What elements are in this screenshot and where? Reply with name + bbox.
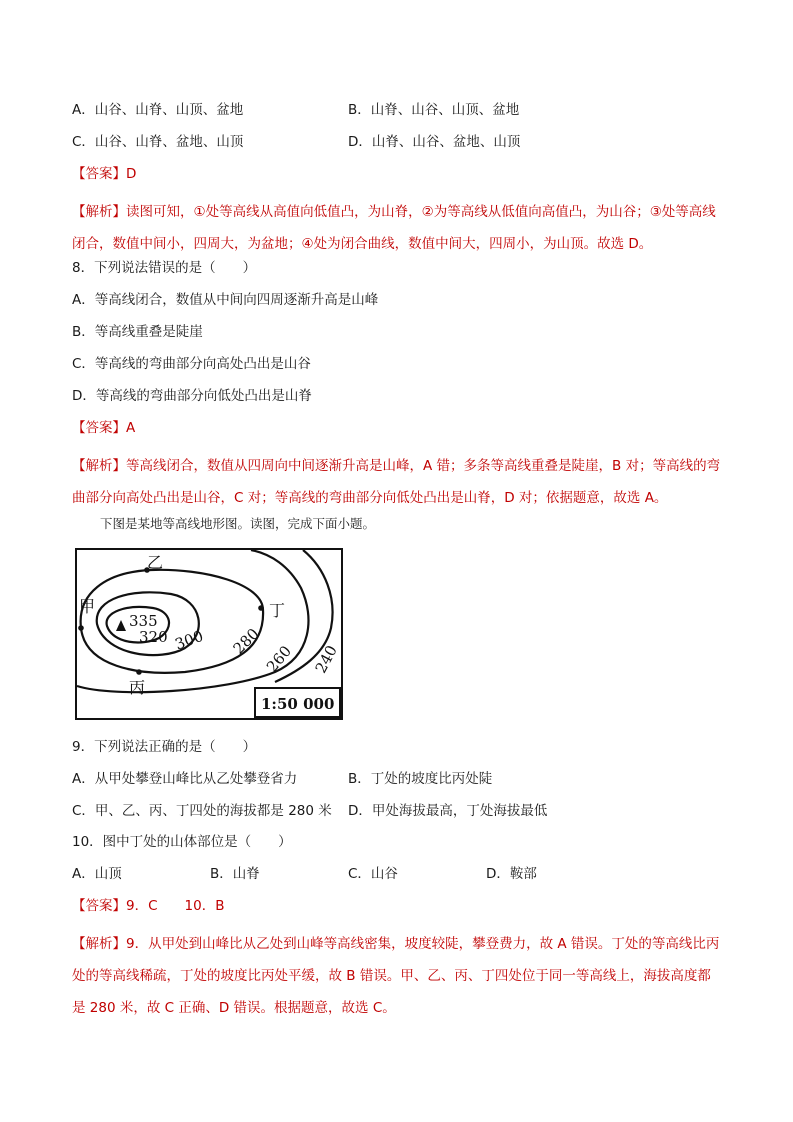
q7-answer (72, 164, 136, 184)
q9-option-c: C．甲、乙、丙、丁四处的海拔都是 280 米 (72, 803, 332, 819)
contour-label-280: 280 (229, 624, 263, 658)
contour-label-240: 240 (311, 642, 341, 677)
contour-label-320: 320 (139, 628, 168, 646)
label-ding: 丁 (269, 601, 286, 620)
answer-value: D (126, 166, 137, 182)
peak-elevation: 335 (129, 612, 158, 630)
contour-label-300: 300 (172, 626, 206, 654)
contour-label-260: 260 (262, 642, 296, 676)
q8-option-c: C．等高线的弯曲部分向高处凸出是山谷 (72, 356, 311, 372)
q9-option-d: D．甲处海拔最高，丁处海拔最低 (348, 803, 548, 819)
q10-option-b: B．山脊 (210, 866, 260, 882)
q8-option-b: B．等高线重叠是陡崖 (72, 324, 203, 340)
q10-option-c: C．山谷 (348, 866, 398, 882)
q10-stem: 10．图中丁处的山体部位是（ ） (72, 834, 292, 850)
map-intro: 下图是某地等高线地形图。读图，完成下面小题。 (100, 516, 376, 531)
contour-map (75, 548, 343, 720)
analysis-text: 等高线闭合，数值从四周向中间逐渐升高是山峰，A 错；多条等高线重叠是陡崖，B 对；等高线的弯曲部分向高处凸出是山谷，C 对；等高线的弯曲部分向低处凸出是山脊，D 对；依据题意，故选 A。 (72, 458, 721, 506)
q8-stem: 8．下列说法错误的是（ ） (72, 260, 257, 276)
answer-tag: 【答案】 (72, 898, 126, 914)
answer-value: 9．C 10．B (126, 898, 225, 914)
q10-option-d: D．鞍部 (486, 866, 537, 882)
q10-analysis (72, 928, 723, 1024)
q9-option-a: A．从甲处攀登山峰比从乙处攀登省力 (72, 771, 298, 787)
point-jia (78, 625, 84, 631)
answer-tag: 【答案】 (72, 420, 126, 436)
analysis-tag: 【解析】 (72, 204, 126, 220)
q9-option-b: B．丁处的坡度比丙处陡 (348, 771, 493, 787)
analysis-tag: 【解析】 (72, 458, 126, 474)
point-bing (136, 669, 142, 675)
q7-option-b: B．山脊、山谷、山顶、盆地 (348, 102, 520, 118)
q9-stem: 9．下列说法正确的是（ ） (72, 739, 257, 755)
q7-option-c: C．山谷、山脊、盆地、山顶 (72, 134, 244, 150)
answer-value: A (126, 420, 136, 436)
q7-option-d: D．山脊、山谷、盆地、山顶 (348, 134, 521, 150)
point-ding (258, 605, 264, 611)
map-scale: 1:50 000 (261, 695, 335, 713)
label-jia: 甲 (79, 597, 96, 616)
analysis-text: 9．从甲处到山峰比从乙处到山峰等高线密集，坡度较陡，攀登费力，故 A 错误。丁处的等高线比丙处的等高线稀疏，丁处的坡度比丙处平缓，故 B 错误。甲、乙、丙、丁四处位于同一等高线上，海拔高度都是 280 米，故 C 正确、D 错误。根据题意，故选 C。 (72, 936, 720, 1016)
q8-option-d: D．等高线的弯曲部分向低处凸出是山脊 (72, 388, 312, 404)
q7-option-a: A．山谷、山脊、山顶、盆地 (72, 102, 244, 118)
answer-tag: 【答案】 (72, 166, 126, 182)
q8-option-a: A．等高线闭合，数值从中间向四周逐渐升高是山峰 (72, 292, 379, 308)
q7-analysis (72, 196, 723, 260)
analysis-text: 读图可知，①处等高线从高值向低值凸，为山脊，②为等高线从低值向高值凸，为山谷；③处等高线闭合，数值中间小，四周大，为盆地；④处为闭合曲线，数值中间大，四周小，为山顶。故选 D。 (72, 204, 716, 252)
label-bing: 丙 (129, 678, 146, 697)
q8-answer (72, 418, 135, 438)
q10-option-a: A．山顶 (72, 866, 122, 882)
q8-analysis (72, 450, 723, 514)
q10-answer (72, 896, 224, 916)
label-yi: 乙 (147, 553, 164, 572)
analysis-tag: 【解析】 (72, 936, 126, 952)
